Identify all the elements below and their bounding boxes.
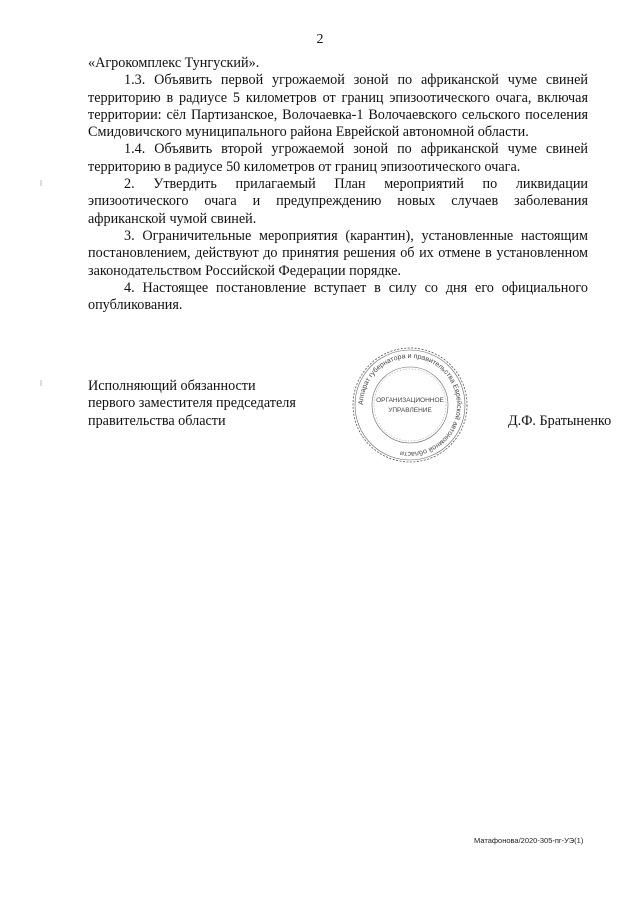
stamp-center-line: ОРГАНИЗАЦИОННОЕ: [376, 397, 444, 404]
document-reference: Матафонова/2020-305-пг-УЭ(1): [474, 836, 584, 845]
paragraph-continuation: «Агрокомплекс Тунгуский».: [88, 55, 260, 71]
signatory-title-line: первого заместителя председателя: [88, 395, 296, 412]
paragraph-1-3: 1.3. Объявить первой угрожаемой зоной по африканской чуме свиней территорию в радиусе 5 километров от границ эпизоотического очага, включая территории: сёл Партизанское, Волочаевка-1 Волочаевского сельского поселения Смидовичского муниципального района Еврейской автономной области.: [88, 72, 588, 141]
signatory-name: Д.Ф. Братыненко: [508, 413, 612, 429]
stamp-ring-text: Аппарат губернатора и правительства Еврейской автономной области: [357, 352, 463, 458]
page-number: 2: [316, 32, 324, 47]
margin-mark: [40, 380, 42, 386]
stamp-center-line: УПРАВЛЕНИЕ: [388, 407, 432, 414]
signatory-title: [88, 378, 328, 430]
paragraph-2: 2. Утвердить прилагаемый План мероприятий по ликвидации эпизоотического очага и предупреждению новых случаев заболевания африканской чумой свиней.: [88, 176, 588, 227]
paragraph-3: 3. Ограничительные мероприятия (карантин), установленные настоящим постановлением, действуют до принятия решения об их отмене в установленном законодательством Российской Федерации порядке.: [88, 227, 588, 279]
svg-text:Аппарат губернатора и правител: [358, 353, 463, 457]
signatory-title-line: Исполняющий обязанности: [88, 378, 256, 394]
signatory-title-line: правительства области: [88, 412, 226, 429]
document-body: [88, 55, 588, 314]
paragraph-1-4: 1.4. Объявить второй угрожаемой зоной по африканской чуме свиней территорию в радиусе 50 километров от границ эпизоотического очага.: [88, 141, 588, 175]
official-seal-stamp: [350, 345, 470, 465]
margin-mark: [40, 180, 42, 186]
paragraph-4: 4. Настоящее постановление вступает в силу со дня его официального опубликования.: [88, 279, 588, 314]
